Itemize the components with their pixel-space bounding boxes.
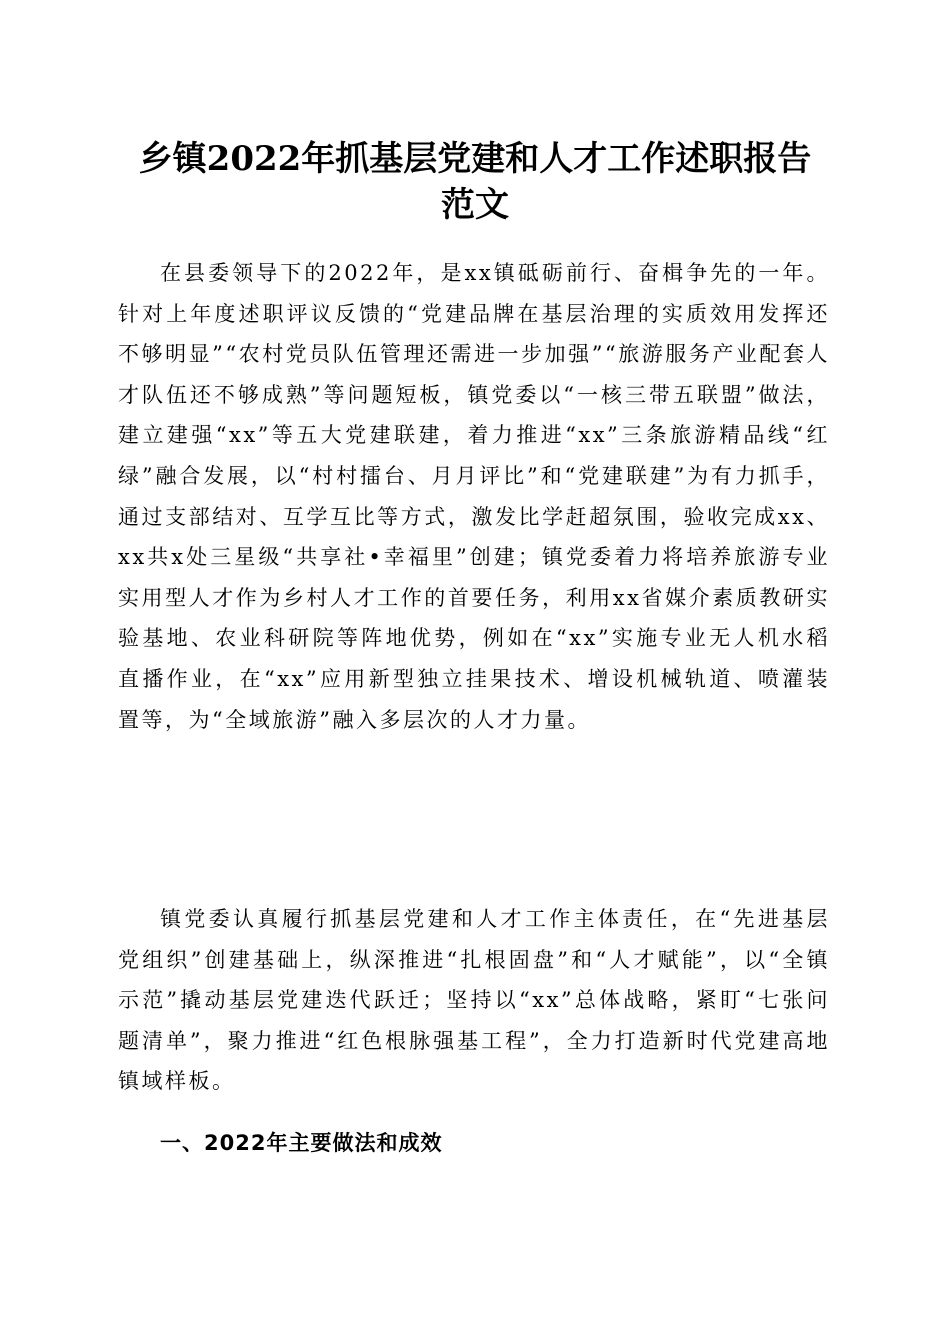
document-title bbox=[80, 136, 870, 228]
section-heading: 一、2022年主要做法和成效 bbox=[160, 1131, 443, 1155]
body-paragraph-2: 镇党委认真履行抓基层党建和人才工作主体责任，在“先进基层党组织”创建基础上，纵深推进“扎根固盘”和“人才赋能”，以“全镇示范”撬动基层党建迭代跃迁；坚持以“xx”总体战略，紧盯“七张问题清单”，聚力推进“红色根脉强基工程”，全力打造新时代党建高地镇域样板。 bbox=[118, 907, 830, 1094]
body-paragraph-1: 在县委领导下的2022年，是xx镇砥砺前行、奋楫争先的一年。针对上年度述职评议反馈的“党建品牌在基层治理的实质效用发挥还不够明显”“农村党员队伍管理还需进一步加强”“旅游服务产业配套人才队伍还不够成熟”等问题短板，镇党委以“一核三带五联盟”做法，建立建强“xx”等五大党建联建，着力推进“xx”三条旅游精品线“红绿”融合发展，以“村村擂台、月月评比”和“党建联建”为有力抓手，通过支部结对、互学互比等方式，激发比学赶超氛围，验收完成xx、xx共x处三星级“共享社•幸福里”创建；镇党委着力将培养旅游专业实用型人才作为乡村人才工作的首要任务，利用xx省媒介素质教研实验基地、农业科研院等阵地优势，例如在“xx”实施专业无人机水稻直播作业，在“xx”应用新型独立挂果技术、增设机械轨道、喷灌装置等，为“全域旅游”融入多层次的人才力量。 bbox=[118, 261, 830, 732]
title-line-1: 乡镇2022年抓基层党建和人才工作述职报告 bbox=[138, 139, 812, 179]
title-line-2: 范文 bbox=[441, 185, 509, 225]
